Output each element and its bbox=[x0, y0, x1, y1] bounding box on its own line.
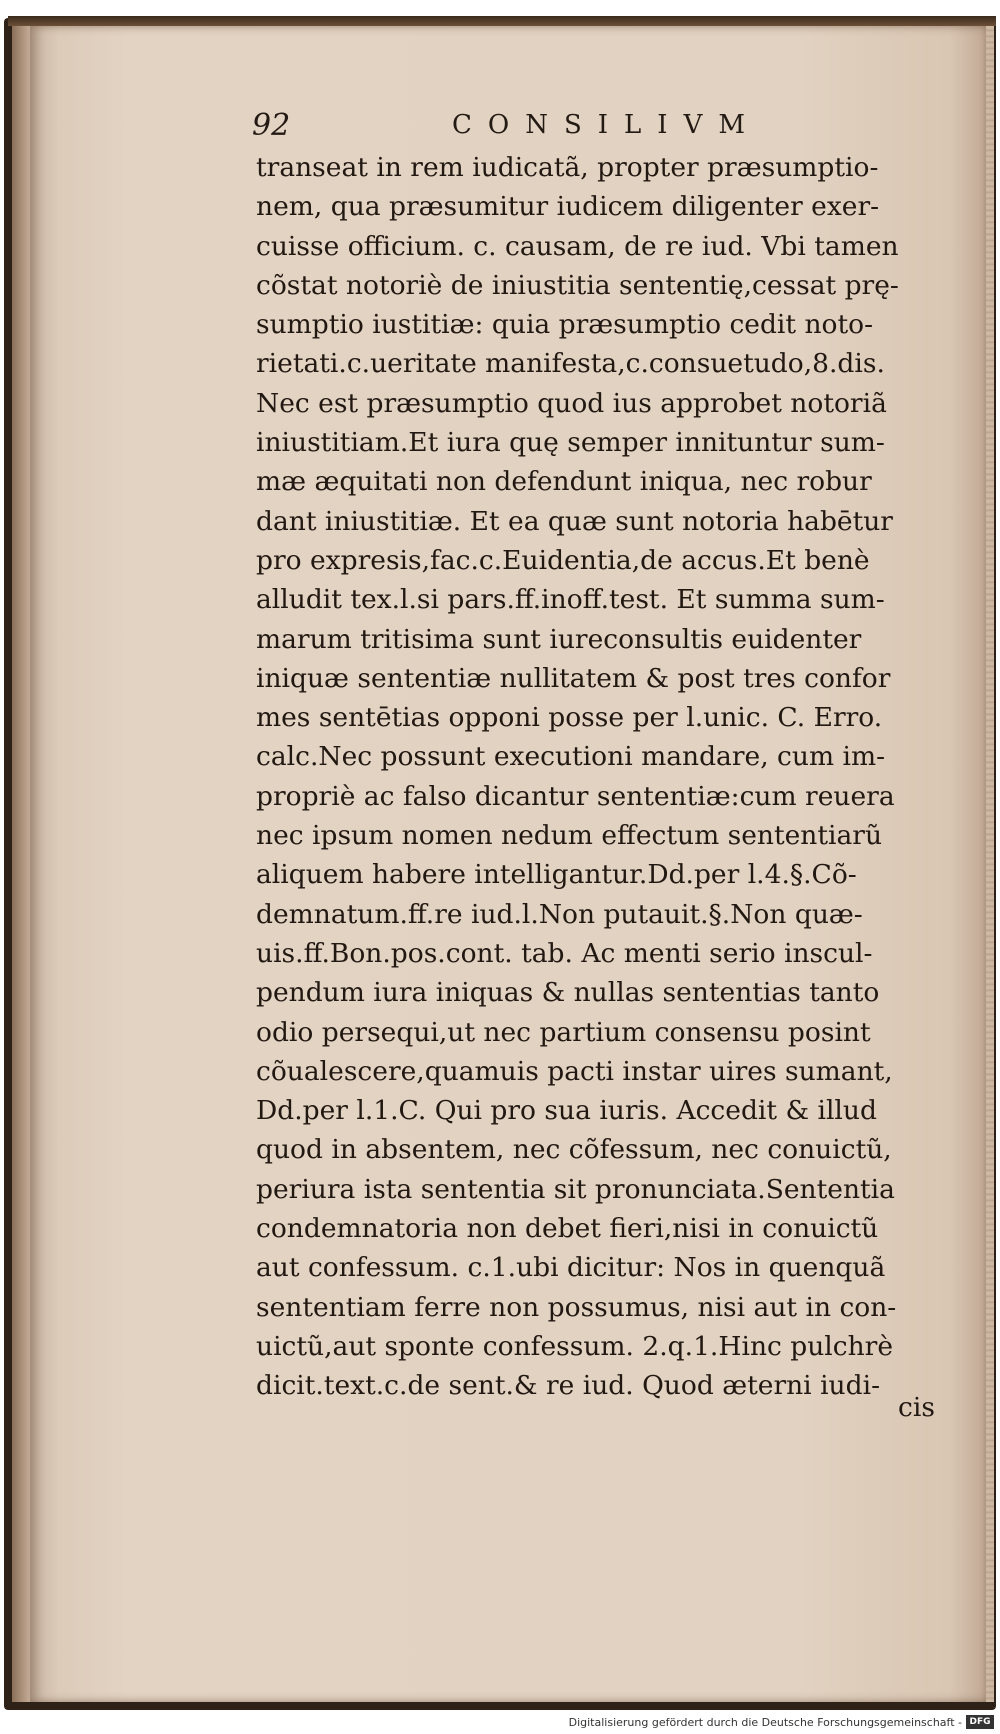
text-line: pro expresis,fac.c.Euidentia,de accus.Et benè bbox=[256, 544, 870, 576]
book-top-edge bbox=[8, 16, 996, 26]
running-title: CONSILIVM bbox=[452, 110, 761, 140]
body-text bbox=[256, 148, 952, 1406]
text-line: dicit.text.c.de sent.& re iud. Quod æterni iudi- bbox=[256, 1370, 881, 1402]
text-line: dant iniustitiæ. Et ea quæ sunt notoria habētur bbox=[256, 505, 893, 537]
text-line: periura ista sententia sit pronunciata.Sententia bbox=[256, 1173, 895, 1205]
text-line: pendum iura iniquas & nullas sententias tanto bbox=[256, 977, 880, 1009]
text-line: aut confessum. c.1.ubi dicitur: Nos in quenquã bbox=[256, 1252, 886, 1284]
text-line: mæ æquitati non defendunt iniqua, nec robur bbox=[256, 466, 872, 498]
dfg-logo: DFG bbox=[966, 1715, 994, 1729]
text-line: sumptio iustitiæ: quia præsumptio cedit noto- bbox=[256, 309, 874, 341]
text-line: uictũ,aut sponte confessum. 2.q.1.Hinc pulchrè bbox=[256, 1330, 894, 1362]
text-line: demnatum.ff.re iud.l.Non putauit.§.Non quæ- bbox=[256, 898, 863, 930]
catchword: cis bbox=[898, 1392, 935, 1423]
page-number: 92 bbox=[252, 108, 291, 143]
text-line: calc.Nec possunt executioni mandare, cum im- bbox=[256, 741, 886, 773]
text-line: cuisse officium. c. causam, de re iud. Vbi tamen bbox=[256, 230, 899, 262]
text-line: iniustitiam.Et iura quę semper innituntur sum- bbox=[256, 427, 885, 459]
text-line: Dd.per l.1.C. Qui pro sua iuris. Accedit & illud bbox=[256, 1095, 877, 1127]
text-line: condemnatoria non debet fieri,nisi in conuictũ bbox=[256, 1213, 879, 1245]
text-line: marum tritisima sunt iureconsultis euidenter bbox=[256, 623, 862, 655]
text-line: rietati.c.ueritate manifesta,c.consuetudo,8.dis. bbox=[256, 348, 885, 380]
text-line: quod in absentem, nec cõfessum, nec conuictũ, bbox=[256, 1134, 892, 1166]
text-line: odio persequi,ut nec partium consensu posint bbox=[256, 1016, 871, 1048]
text-line: nem, qua præsumitur iudicem diligenter exer- bbox=[256, 191, 880, 223]
text-line: propriè ac falso dicantur sententiæ:cum reuera bbox=[256, 780, 895, 812]
text-line: nec ipsum nomen nedum effectum sententiarũ bbox=[256, 820, 883, 852]
page-header bbox=[252, 106, 952, 150]
text-line: aliquem habere intelligantur.Dd.per l.4.§.Cõ- bbox=[256, 859, 857, 891]
text-line: Nec est præsumptio quod ius approbet notoriã bbox=[256, 387, 887, 419]
text-line: alludit tex.l.si pars.ff.inoff.test. Et summa sum- bbox=[256, 584, 885, 616]
text-line: transeat in rem iudicatã, propter præsumptio- bbox=[256, 152, 879, 183]
text-line: sententiam ferre non possumus, nisi aut in con- bbox=[256, 1291, 897, 1323]
text-line: cõualescere,quamuis pacti instar uires sumant, bbox=[256, 1055, 893, 1087]
digitization-credit: Digitalisierung gefördert durch die Deutsche Forschungsgemeinschaft - bbox=[568, 1716, 962, 1729]
text-line: uis.ff.Bon.pos.cont. tab. Ac menti serio inscul- bbox=[256, 937, 873, 969]
text-line: cõstat notoriè de iniustitia sententię,cessat prę- bbox=[256, 269, 899, 301]
text-line: mes sentētias opponi posse per l.unic. C. Erro. bbox=[256, 702, 883, 734]
text-line: iniquæ sententiæ nullitatem & post tres confor bbox=[256, 662, 891, 694]
page-fore-edge bbox=[986, 26, 994, 1702]
